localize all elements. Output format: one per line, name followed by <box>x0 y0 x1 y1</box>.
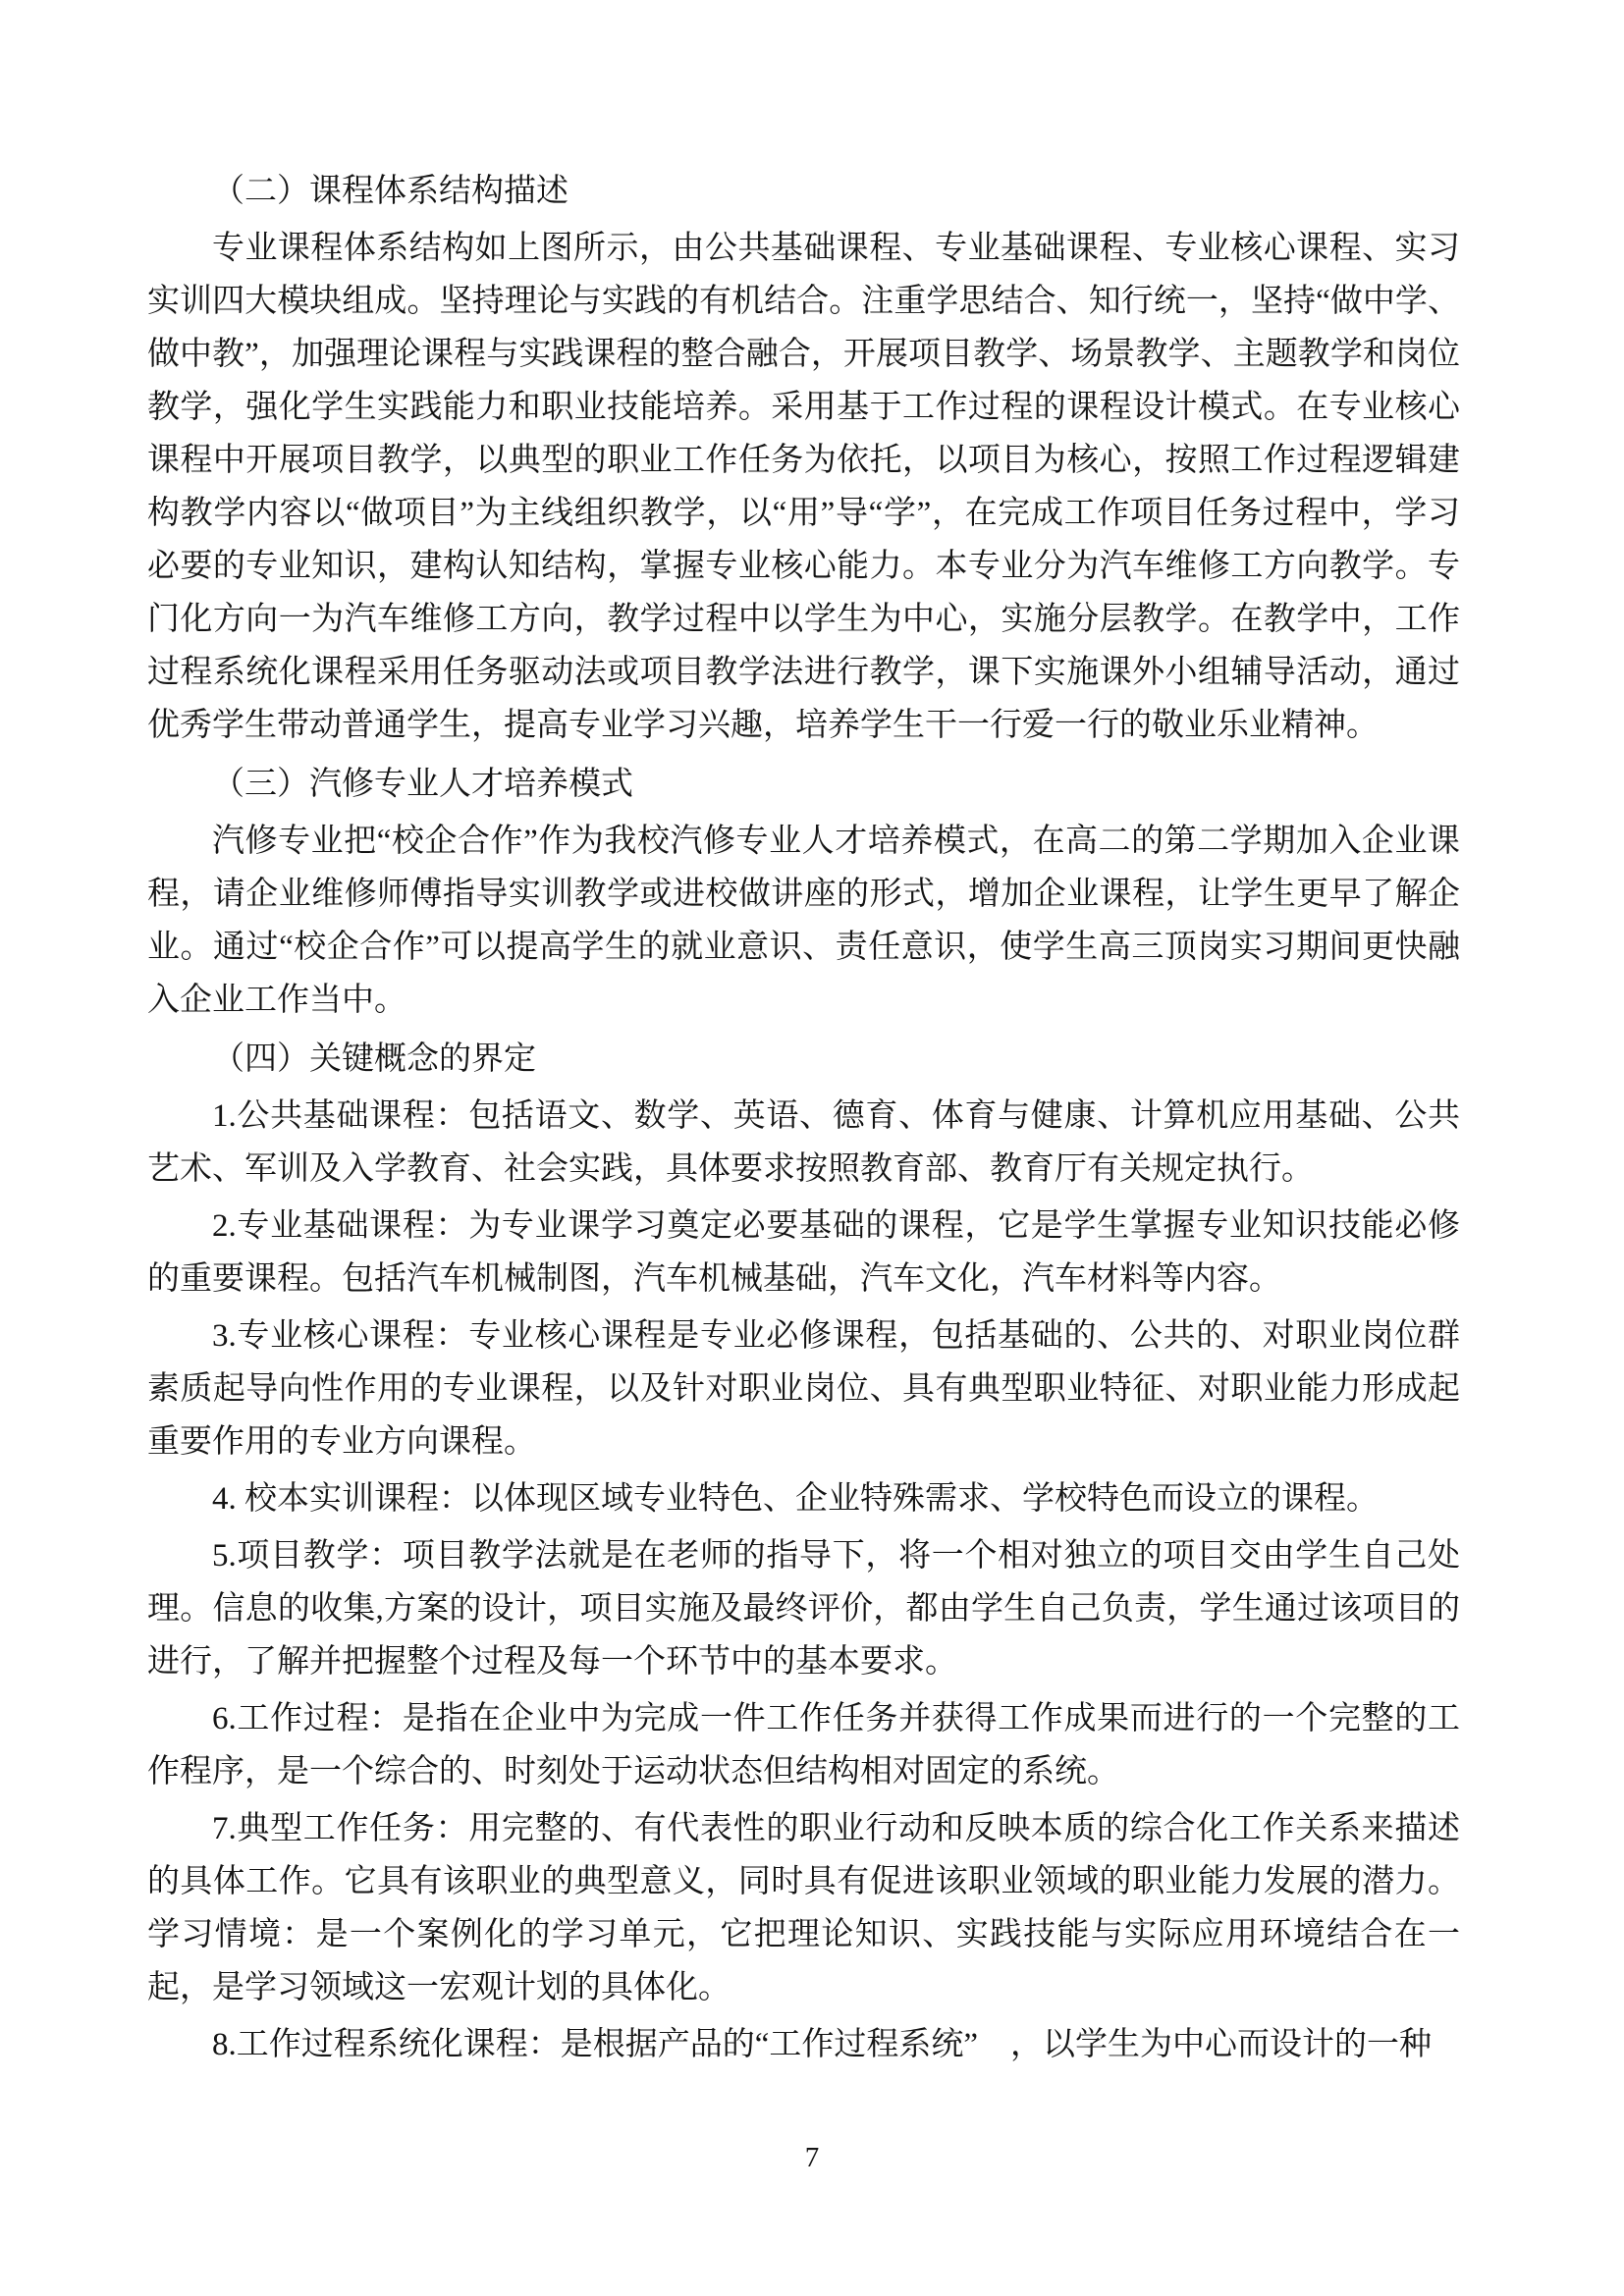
section-heading-2: （二）课程体系结构描述 <box>212 174 568 209</box>
definition-item-7: 7.典型工作任务：用完整的、有代表性的职业行动和反映本质的综合化工作关系来描述的具体工作。它具有该职业的典型意义，同时具有促进该职业领域的职业能力发展的潜力。学习情境：是一个案例化的学习单元，它把理论知识、实践技能与实际应用环境结合在一起，是学习领域这一宏观计划的具体化。 <box>147 1811 1460 2005</box>
definition-item-8: 8.工作过程系统化课程：是根据产品的“工作过程系统” ，以学生为中心而设计的一种 <box>212 2027 1433 2062</box>
section-heading-4: （四）关键概念的界定 <box>212 1041 536 1077</box>
definition-item-6: 6.工作过程：是指在企业中为完成一件工作任务并获得工作成果而进行的一个完整的工作程序，是一个综合的、时刻处于运动状态但结构相对固定的系统。 <box>147 1701 1460 1789</box>
page-content <box>147 159 1460 2071</box>
paragraph-talent-model: 汽修专业把“校企合作”作为我校汽修专业人才培养模式，在高二的第二学期加入企业课程，请企业维修师傅指导实训教学或进校做讲座的形式，增加企业课程，让学生更早了解企业。通过“校企合作”可以提高学生的就业意识、责任意识，使学生高三顶岗实习期间更快融入企业工作当中。 <box>147 824 1460 1018</box>
definition-item-3: 3.专业核心课程：专业核心课程是专业必修课程，包括基础的、公共的、对职业岗位群素质起导向性作用的专业课程，以及针对职业岗位、具有典型职业特征、对职业能力形成起重要作用的专业方向课程。 <box>147 1318 1460 1460</box>
paragraph-course-structure: 专业课程体系结构如上图所示，由公共基础课程、专业基础课程、专业核心课程、实习实训四大模块组成。坚持理论与实践的有机结合。注重学思结合、知行统一，坚持“做中学、做中教”，加强理论课程与实践课程的整合融合，开展项目教学、场景教学、主题教学和岗位教学，强化学生实践能力和职业技能培养。采用基于工作过程的课程设计模式。在专业核心课程中开展项目教学，以典型的职业工作任务为依托，以项目为核心，按照工作过程逻辑建构教学内容以“做项目”为主线组织教学，以“用”导“学”，在完成工作项目任务过程中，学习必要的专业知识，建构认知结构，掌握专业核心能力。本专业分为汽车维修工方向教学。专门化方向一为汽车维修工方向，教学过程中以学生为中心，实施分层教学。在教学中，工作过程系统化课程采用任务驱动法或项目教学法进行教学，课下实施课外小组辅导活动，通过优秀学生带动普通学生，提高专业学习兴趣，培养学生干一行爱一行的敬业乐业精神。 <box>147 231 1460 743</box>
definition-item-2: 2.专业基础课程：为专业课学习奠定必要基础的课程，它是学生掌握专业知识技能必修的重要课程。包括汽车机械制图，汽车机械基础，汽车文化，汽车材料等内容。 <box>147 1208 1460 1297</box>
definition-item-4: 4. 校本实训课程：以体现区域专业特色、企业特殊需求、学校特色而设立的课程。 <box>212 1481 1379 1517</box>
definition-item-1: 1.公共基础课程：包括语文、数学、英语、德育、体育与健康、计算机应用基础、公共艺术、军训及入学教育、社会实践，具体要求按照教育部、教育厅有关规定执行。 <box>147 1098 1460 1187</box>
definition-item-5: 5.项目教学：项目教学法就是在老师的指导下，将一个相对独立的项目交由学生自己处理。信息的收集,方案的设计，项目实施及最终评价，都由学生自己负责，学生通过该项目的进行，了解并把握整个过程及每一个环节中的基本要求。 <box>147 1538 1460 1680</box>
page-number: 7 <box>804 2142 820 2173</box>
section-heading-3: （三）汽修专业人才培养模式 <box>212 767 633 802</box>
